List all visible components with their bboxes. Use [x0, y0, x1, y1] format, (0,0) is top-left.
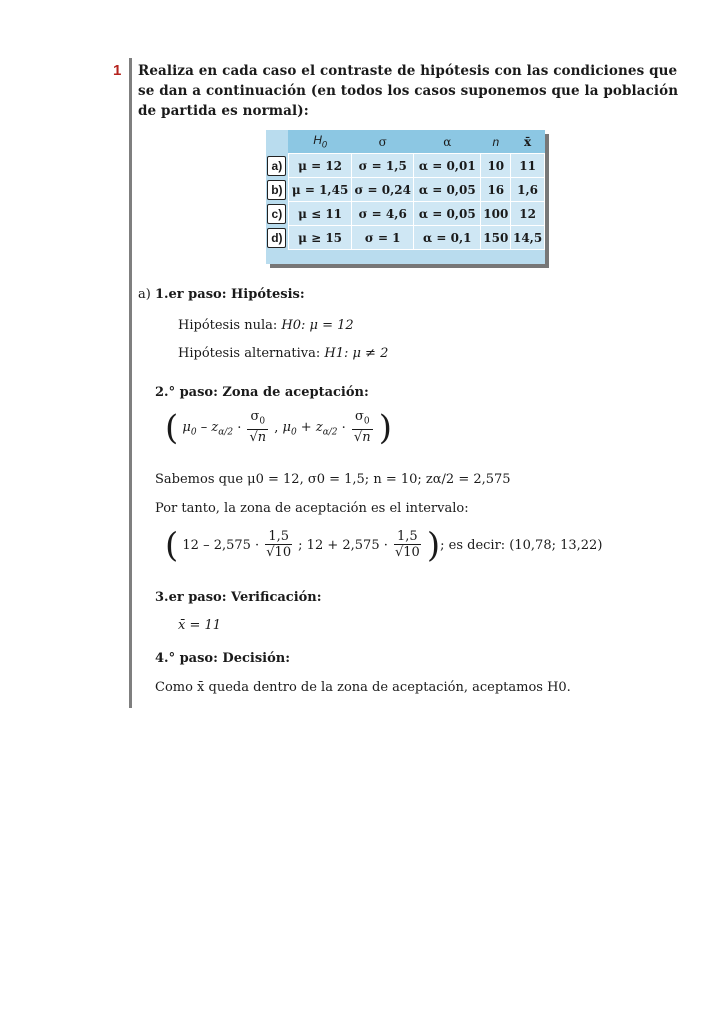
cell-n: 10: [481, 154, 511, 178]
step4-title: 4.° paso: Decisión:: [155, 651, 291, 666]
fraction-numerator: 1,5: [394, 530, 421, 545]
cell-h0: μ ≤ 11: [288, 202, 352, 226]
cell-n: 100: [481, 202, 511, 226]
header-alpha: α: [414, 130, 481, 154]
decision-text: Como x̄ queda dentro de la zona de aceptación, aceptamos H0.: [155, 680, 571, 695]
header-n: n: [481, 130, 511, 154]
interval-result: ; es decir: (10,78; 13,22): [440, 538, 603, 553]
fraction-numerator: 1,5: [265, 530, 292, 545]
table-shadow: [545, 134, 549, 268]
fraction-denominator: √10: [394, 545, 420, 560]
alt-value: H1: μ ≠ 2: [324, 346, 389, 361]
cell-sigma: σ = 0,24: [352, 178, 414, 202]
table-row: [266, 154, 545, 178]
cell-alpha: α = 0,1: [414, 226, 481, 250]
interval-intro: Por tanto, la zona de aceptación es el intervalo:: [155, 501, 469, 516]
cell-alpha: α = 0,05: [414, 202, 481, 226]
cell-h0: μ ≥ 15: [288, 226, 352, 250]
row-label: c): [267, 204, 286, 224]
cell-alpha: α = 0,01: [414, 154, 481, 178]
cell-xbar: 11: [511, 154, 545, 178]
cell-xbar: 1,6: [511, 178, 545, 202]
margin-bar: [129, 58, 132, 708]
exercise-statement: Realiza en cada caso el contraste de hipótesis con las condiciones que se dan a continuación (en todos los casos suponemos que la población de partida es normal):: [138, 63, 679, 119]
interval-left: 12 – 2,575 ·: [182, 538, 260, 553]
cell-sigma: σ = 1,5: [352, 154, 414, 178]
interval-mid: ; 12 + 2,575 ·: [298, 538, 388, 553]
cell-xbar: 12: [511, 202, 545, 226]
row-label: b): [267, 180, 286, 200]
table-row: [266, 178, 545, 202]
alt-hypothesis: [178, 346, 388, 361]
cell-sigma: σ = 1: [352, 226, 414, 250]
table-row: [266, 226, 545, 250]
row-label: d): [267, 228, 286, 248]
hypothesis-table: [266, 130, 545, 264]
alt-label: Hipótesis alternativa:: [178, 346, 321, 361]
table-shadow: [270, 264, 549, 268]
step1-heading: [138, 287, 305, 302]
cell-h0: μ = 12: [288, 154, 352, 178]
interval-computation: ( 12 – 2,575 · $\frac{1,5}{√10}$ ; 12 + 2,575 · $\frac{1,5}{√10}$ ); es decir: (10,78; 13,22): [165, 525, 603, 566]
header-xbar: x̄: [511, 130, 545, 154]
known-values: Sabemos que μ0 = 12, σ0 = 1,5; n = 10; zα/2 = 2,575: [155, 472, 511, 487]
step3-title: 3.er paso: Verificación:: [155, 590, 322, 605]
cell-n: 16: [481, 178, 511, 202]
acceptance-formula: ( $\mu_0 - z_{\alpha/2}$ · $\frac{\sigma_0}{√n}$ , $\mu_0 + z_{\alpha/2}$ · $\frac{\sigma_0}{√n}$ ): [165, 407, 392, 448]
part-label: a): [138, 287, 151, 302]
header-h0: $H_0$: [288, 130, 352, 154]
table-row: [266, 202, 545, 226]
cell-alpha: α = 0,05: [414, 178, 481, 202]
header-sigma: σ: [352, 130, 414, 154]
exercise-number: 1: [113, 62, 122, 79]
cell-h0: μ = 1,45: [288, 178, 352, 202]
cell-xbar: 14,5: [511, 226, 545, 250]
null-label: Hipótesis nula:: [178, 318, 278, 333]
fraction-denominator: √10: [266, 545, 292, 560]
row-label: a): [267, 156, 286, 176]
cell-n: 150: [481, 226, 511, 250]
null-value: H0: μ = 12: [281, 318, 354, 333]
step2-title: 2.° paso: Zona de aceptación:: [155, 385, 369, 400]
cell-sigma: σ = 4,6: [352, 202, 414, 226]
null-hypothesis: [178, 318, 354, 333]
step1-title: 1.er paso: Hipótesis:: [154, 287, 305, 302]
sample-mean: x̄ = 11: [178, 618, 222, 633]
